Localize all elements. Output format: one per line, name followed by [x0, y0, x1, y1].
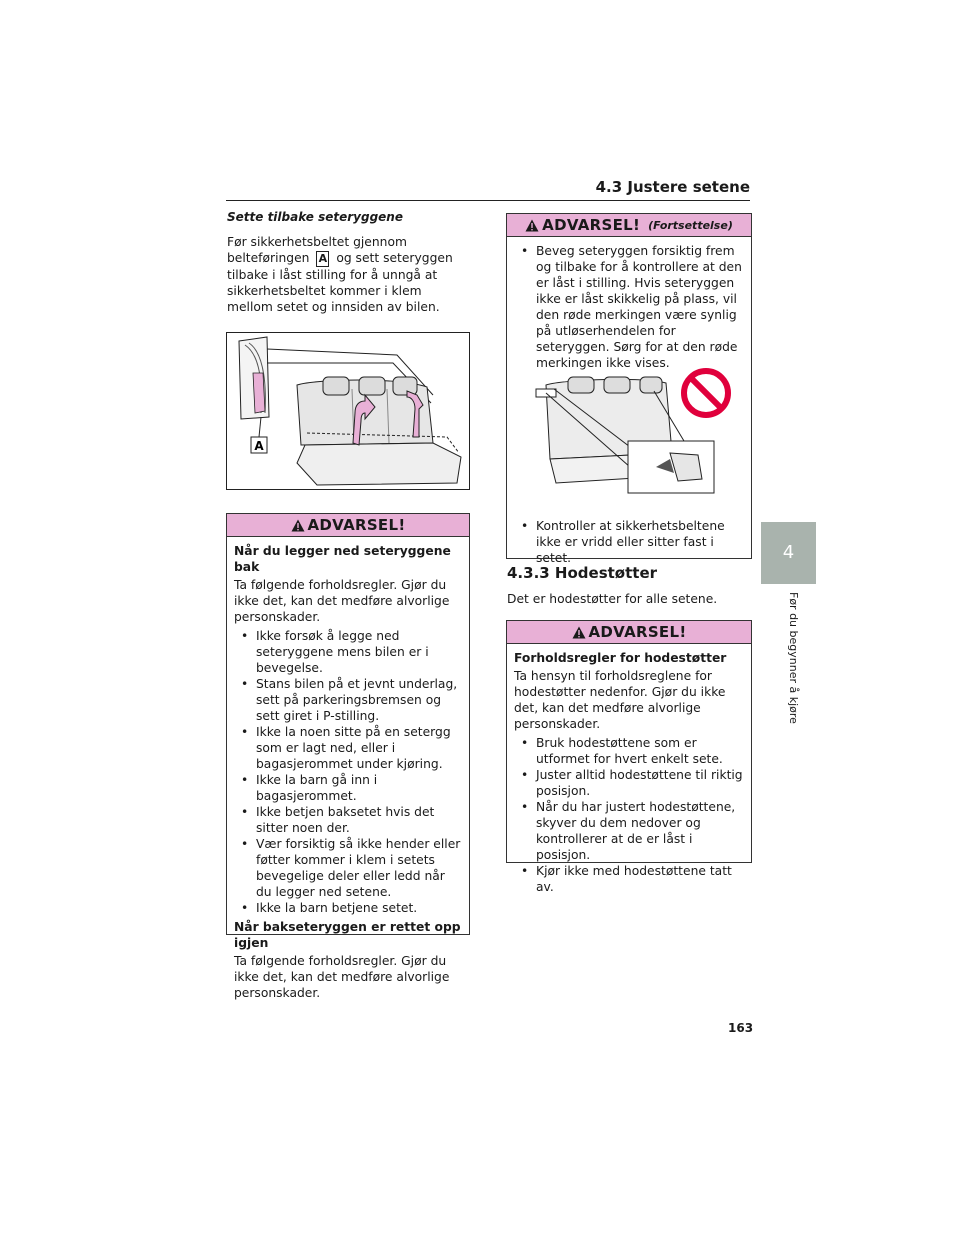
warning-heading: Forholdsregler for hodestøtter: [514, 651, 727, 665]
chapter-tab-label: Før du begynner å kjøre: [787, 592, 800, 724]
list-item: • Ikke betjen baksetet hvis det sitter noen der.: [234, 804, 463, 836]
warning-list: [514, 243, 745, 371]
warning-header: [507, 621, 751, 644]
seat-back-figure: [226, 332, 470, 490]
list-item: • Ikke forsøk å legge ned seteryggene mens bilen er i bevegelse.: [234, 628, 463, 676]
list-item: • Ikke la barn gå inn i bagasjerommet.: [234, 772, 463, 804]
list-item: • Bruk hodestøttene som er utformet for hvert enkelt sete.: [514, 735, 745, 767]
section-header-title: 4.3 Justere setene: [595, 178, 750, 196]
list-item: • Kontroller at sikkerhetsbeltene ikke er vridd eller sitter fast i setet.: [514, 518, 745, 566]
header-rule: [226, 200, 750, 201]
section-heading: 4.3.3 Hodestøtter: [507, 564, 658, 582]
warning-list: [514, 518, 745, 566]
warning-text: Ta følgende forholdsregler. Gjør du ikke det, kan det medføre alvorlige personskader.: [234, 578, 450, 624]
list-item: • Når du har justert hodestøttene, skyver du dem nedover og kontrollerer at de er låst i posisjon.: [514, 799, 745, 863]
list-item: • Vær forsiktig så ikke hender eller føtter kommer i klem i setets bevegelige deler eller ledd når du legger ned setene.: [234, 836, 463, 900]
warning-title: ADVARSEL!: [588, 623, 687, 641]
intro-paragraph: [227, 234, 467, 315]
section-text: Det er hodestøtter for alle setene.: [507, 592, 718, 606]
figure-label-a: A: [254, 439, 264, 453]
warning-heading: Når bakseteryggen er rettet opp igjen: [234, 920, 461, 950]
list-item: • Ikke la noen sitte på en setergg som er lagt ned, eller i bagasjerommet under kjøring.: [234, 724, 463, 772]
list-item: • Ikke la barn betjene setet.: [234, 900, 463, 916]
subheading: Sette tilbake seteryggene: [227, 210, 403, 224]
warning-header: [227, 514, 469, 537]
warning-triangle-icon: [572, 626, 586, 639]
list-item: • Beveg seteryggen forsiktig frem og tilbake for å kontrollere at den er låst i stilling. Hvis seteryggen ikke er låst skikkelig på plass, vil den røde merkingen være synlig på utløserhendelen for seteryggen. Sørg for at den røde merkingen ikke vises.: [514, 243, 745, 371]
intro-text-2: og sett seteryggen tilbake i låst stilling for å unngå at sikkerhetsbeltet kommer i klem mellom setet og innsiden av bilen.: [227, 251, 453, 314]
callout-letter-a: A: [316, 251, 329, 267]
seat-back-illustration: [227, 333, 469, 489]
intro-text-1: Før sikkerhetsbeltet gjennom belteføringen: [227, 235, 407, 265]
warning-triangle-icon: [291, 519, 305, 532]
release-lever-illustration: [506, 363, 746, 503]
warning-title: ADVARSEL!: [542, 216, 641, 234]
warning-box-headrests: [506, 620, 752, 894]
list-item: • Stans bilen på et jevnt underlag, sett på parkeringsbremsen og sett giret i P-stilling.: [234, 676, 463, 724]
warning-list: [234, 628, 463, 916]
warning-subtitle: (Fortsettelse): [648, 218, 733, 232]
warning-header: [507, 214, 751, 237]
warning-list: [514, 735, 745, 895]
page-number: 163: [728, 1021, 754, 1035]
warning-title: ADVARSEL!: [307, 516, 406, 534]
chapter-tab[interactable]: 4: [761, 522, 816, 584]
list-item: • Kjør ikke med hodestøttene tatt av.: [514, 863, 745, 895]
headrest-icon: [323, 377, 349, 395]
warning-triangle-icon: [525, 219, 539, 232]
release-lever-figure: [506, 363, 746, 503]
warning-heading: Når du legger ned seteryggene bak: [234, 544, 451, 574]
warning-text: Ta hensyn til forholdsreglene for hodestøtter nedenfor. Gjør du ikke det, kan det medføre alvorlige personskader.: [514, 669, 726, 731]
warning-text: Ta følgende forholdsregler. Gjør du ikke det, kan det medføre alvorlige personskader.: [234, 954, 450, 1000]
warning-box-seat-fold: [226, 513, 470, 1000]
list-item: • Juster alltid hodestøttene til riktig posisjon.: [514, 767, 745, 799]
